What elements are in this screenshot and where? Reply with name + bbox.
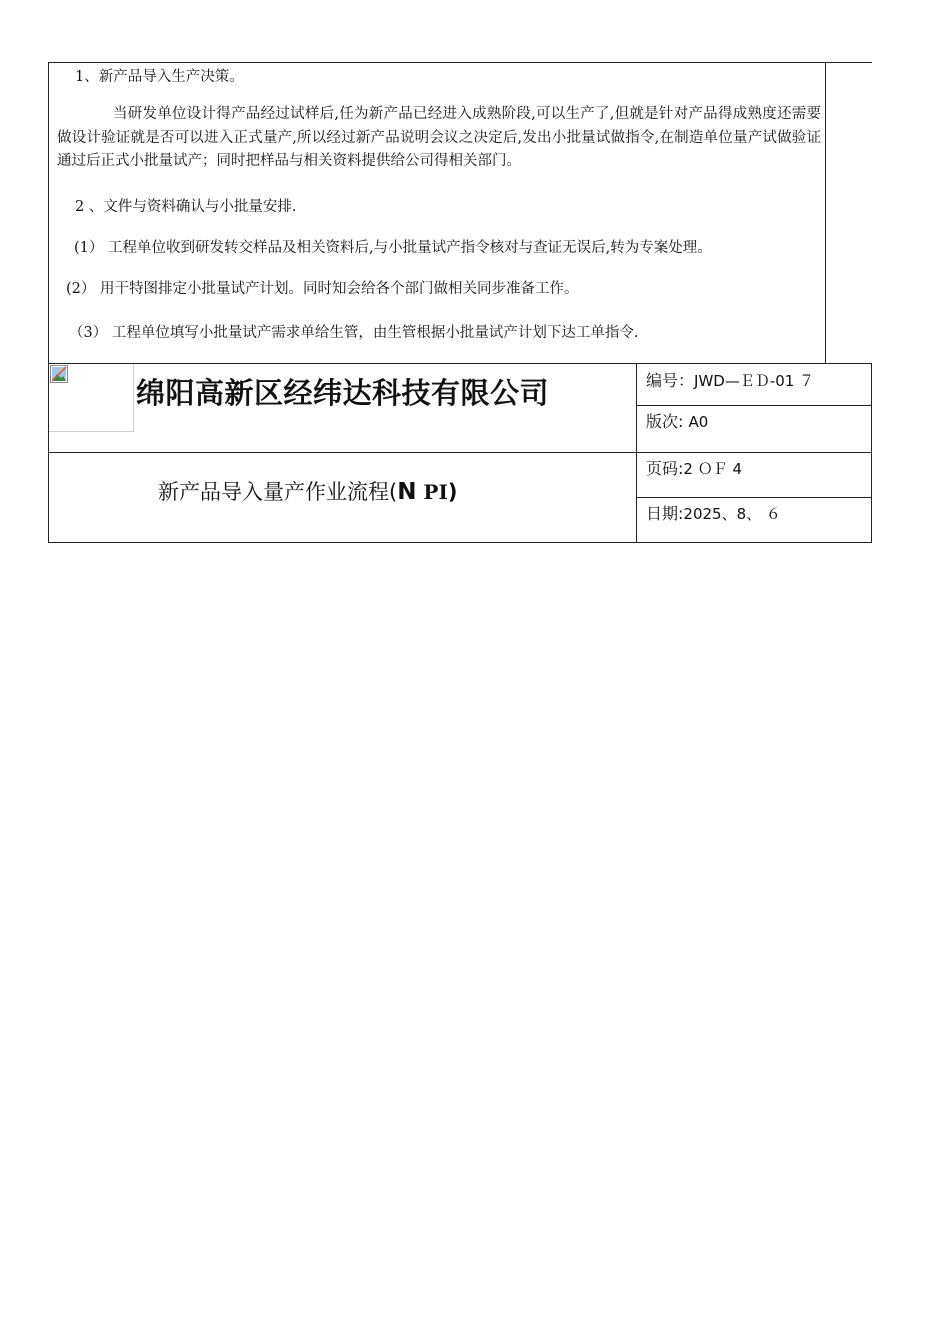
section2-item-1: (1） 工程单位收到研发转交样品及相关资料后,与小批量试产指令核对与查证无误后,转为专案处理。 [74,240,712,256]
doc-code-label: 编号： [646,371,695,390]
header-divider-middle [48,452,872,453]
doc-date [646,501,781,524]
doc-code [646,368,814,391]
header-divider-right-1 [636,405,872,406]
section1-heading: 1、新产品导入生产决策。 [75,69,244,85]
header-divider-right-3 [636,497,872,498]
company-name: 绵阳高新区经纬达科技有限公司 [136,376,550,410]
doc-page [646,456,742,479]
header-divider-vertical [636,363,637,543]
doc-version [646,409,708,432]
section2-item-2: (2） 用干特图排定小批量试产计划。同时知会给各个部门做相关同步准备工作。 [66,281,579,297]
section2-item-3: （3） 工程单位填写小批量试产需求单给生管，由生管根据小批量试产计划下达工单指令. [69,325,639,341]
doc-code-value: JWD—ＥＤ-01 ７ [694,372,815,390]
document-title-text: 新产品导入量产作业流程( [158,480,398,504]
side-cell [826,62,872,363]
doc-version-label: 版次: [646,412,689,431]
document-title-n: N [397,479,417,505]
document-title-close: ) [447,480,458,504]
doc-date-value: 2025、8、 ６ [683,505,781,523]
doc-date-label: 日期: [646,504,684,523]
section1-body: 当研发单位设计得产品经过试样后,任为新产品已经进入成熟阶段,可以生产了,但就是针对产品得成熟度还需要做设计验证就是否可以进入正式量产,所以经过新产品说明会议之决定后,发出小批量试做指令,在制造单位量产试做验证通过后正式小批量试产；同时把样品与相关资料提供给公司得相关部门。 [57,106,821,169]
doc-page-value: 2 ＯＦ 4 [683,460,743,478]
section2-heading: 2 、文件与资料确认与小批量安排. [75,199,297,215]
document-title [158,476,457,506]
broken-image-icon [50,365,68,383]
doc-page-label: 页码: [646,459,684,478]
doc-version-value: A0 [688,413,709,431]
document-title-pi: PI [416,480,448,504]
